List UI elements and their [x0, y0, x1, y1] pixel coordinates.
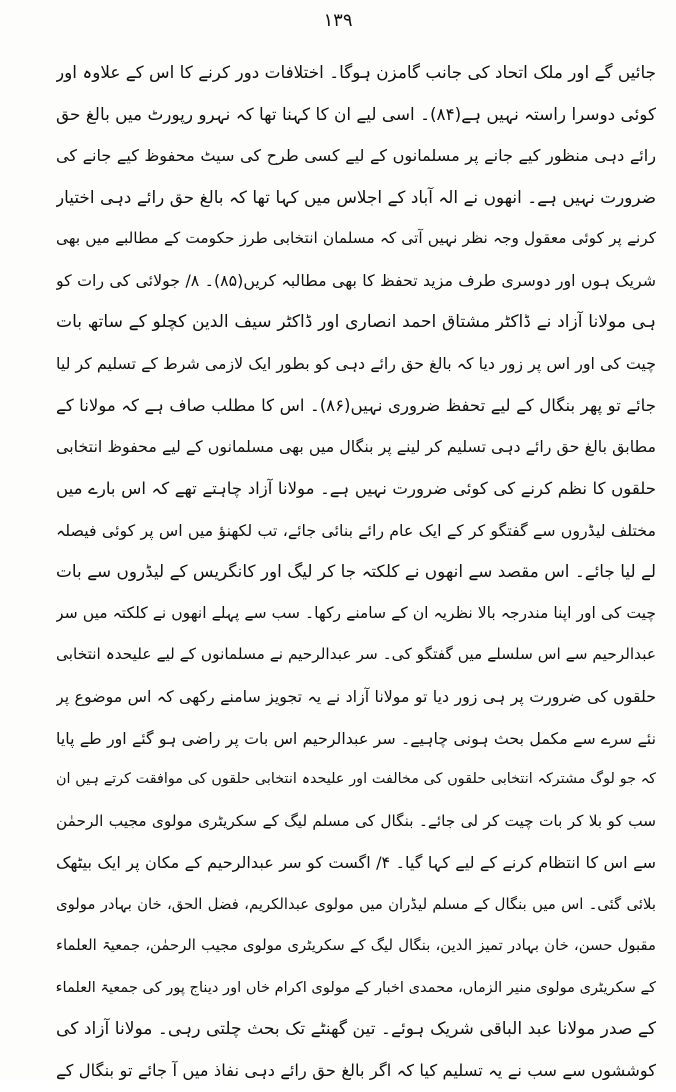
text-line: ضرورت نہیں ہے۔ انھوں نے الہ آباد کے اجلاس میں کہا تھا کہ بالغ حق رائے دہی اختیار: [56, 186, 656, 207]
text-line: کوئی دوسرا راستہ نہیں ہے(۸۴)۔ اسی لیے ان کا کہنا تھا کہ نہرو رپورٹ میں بالغ حق: [56, 103, 656, 124]
text-line: چیت کی اور اس پر زور دیا کہ بالغ حق رائے دہی کو بطور ایک لازمی شرط کے تسلیم کر لیا: [56, 354, 656, 374]
text-line: کے سکریٹری مولوی منیر الزماں، محمدی اخبار کے مولوی اکرام خاں اور دیناج پور کی جمعیۃ العلماء: [56, 979, 656, 997]
text-line: سے اس کا انتظام کرنے کے لیے کہا گیا۔ ۴/ اگست کو سر عبدالرحیم کے مکان پر ایک بیٹھک: [56, 853, 656, 873]
text-line: کوششوں سے سب نے یہ تسلیم کیا کہ اگر بالغ حق رائے دہی نفاذ میں آ جائے تو بنگال کے: [56, 1061, 656, 1081]
text-line: نئے سرے سے مکمل بحث ہونی چاہیے۔ سر عبدالرحیم اس بات پر راضی ہو گئے اور طے پایا: [56, 728, 656, 748]
text-line: شریک ہوں اور دوسری طرف مزید تحفظ کا بھی مطالبہ کریں(۸۵)۔ ۸/ جولائی کی رات کو: [56, 270, 656, 290]
text-line: عبدالرحیم سے اس سلسلے میں گفتگو کی۔ سر عبدالرحیم نے مسلمانوں کے لیے علیحدہ انتخابی: [56, 645, 656, 664]
text-line: چیت کی اور اپنا مندرجہ بالا نظریہ ان کے سامنے رکھا۔ سب سے پہلے انھوں نے کلکتہ میں سر: [56, 603, 656, 622]
text-line: رائے دہی منظور کیے جانے پر مسلمانوں کے لیے کسی طرح کی سیٹ محفوظ کیے جانے کی: [56, 146, 656, 166]
text-line: بلائی گئی۔ اس میں بنگال کے مسلم لیڈران میں مولوی عبدالکریم، فضل الحق، خان بہادر مولوی: [56, 894, 656, 913]
text-line: مطابق بالغ حق رائے دہی تسلیم کر لینے پر بنگال میں بھی مسلمانوں کے لیے محفوظ انتخابی: [56, 437, 656, 457]
text-line: کرنے پر کوئی معقول وجہ نظر نہیں آتی کہ مسلمان انتخابی طرز حکومت کے مطالبے میں بھی: [56, 229, 656, 248]
text-line: ہی مولانا آزاد نے ڈاکٹر مشتاق احمد انصاری اور ڈاکٹر سیف الدین کچلو کے ساتھ بات: [56, 311, 656, 332]
text-line: کہ جو لوگ مشترکہ انتخابی حلقوں کی مخالفت اور علیحدہ انتخابی حلقوں کی موافقت کرتے ہیں ان: [56, 771, 656, 788]
text-line: حلقوں کا نظم کرنے کی کوئی ضرورت نہیں ہے۔ مولانا آزاد چاہتے تھے کہ اس بارے میں: [56, 478, 656, 498]
page-number: ۱۳۹: [323, 10, 353, 31]
text-line: کے صدر مولانا عبد الباقی شریک ہوئے۔ تین گھنٹے تک بحث چلتی رہی۔ مولانا آزاد کی: [56, 1018, 656, 1039]
text-line: مقبول حسن، خان بہادر تمیز الدین، بنگال لیگ کے سکریٹری مولوی مجیب الرحمٰن، جمعیۃ العلماء: [56, 936, 656, 955]
text-line: جائیں گے اور ملک اتحاد کی جانب گامزن ہوگا۔ اختلافات دور کرنے کا اس کے علاوہ اور: [56, 62, 656, 82]
text-line: سب کو بلا کر بات چیت کر لی جائے۔ بنگال کی مسلم لیگ کے سکریٹری مولوی مجیب الرحمٰن: [56, 811, 656, 830]
text-line: جائے تو پھر بنگال کے لیے تحفظ ضروری نہیں(۸۶)۔ اس کا مطلب صاف ہے کہ مولانا کے: [56, 395, 656, 415]
body-text: [56, 52, 656, 1092]
text-line: حلقوں کی ضرورت پر ہی زور دیا تو مولانا آزاد نے یہ تجویز سامنے رکھی کہ اس موضوع پر: [56, 686, 656, 706]
text-line: لے لیا جائے۔ اس مقصد سے انھوں نے کلکتہ جا کر لیگ اور کانگریس کے لیڈروں سے بات: [56, 561, 656, 582]
text-line: مختلف لیڈروں سے گفتگو کر کے ایک عام رائے بنائی جائے، تب لکھنؤ میں اس پر کوئی فیصلہ: [56, 520, 656, 540]
